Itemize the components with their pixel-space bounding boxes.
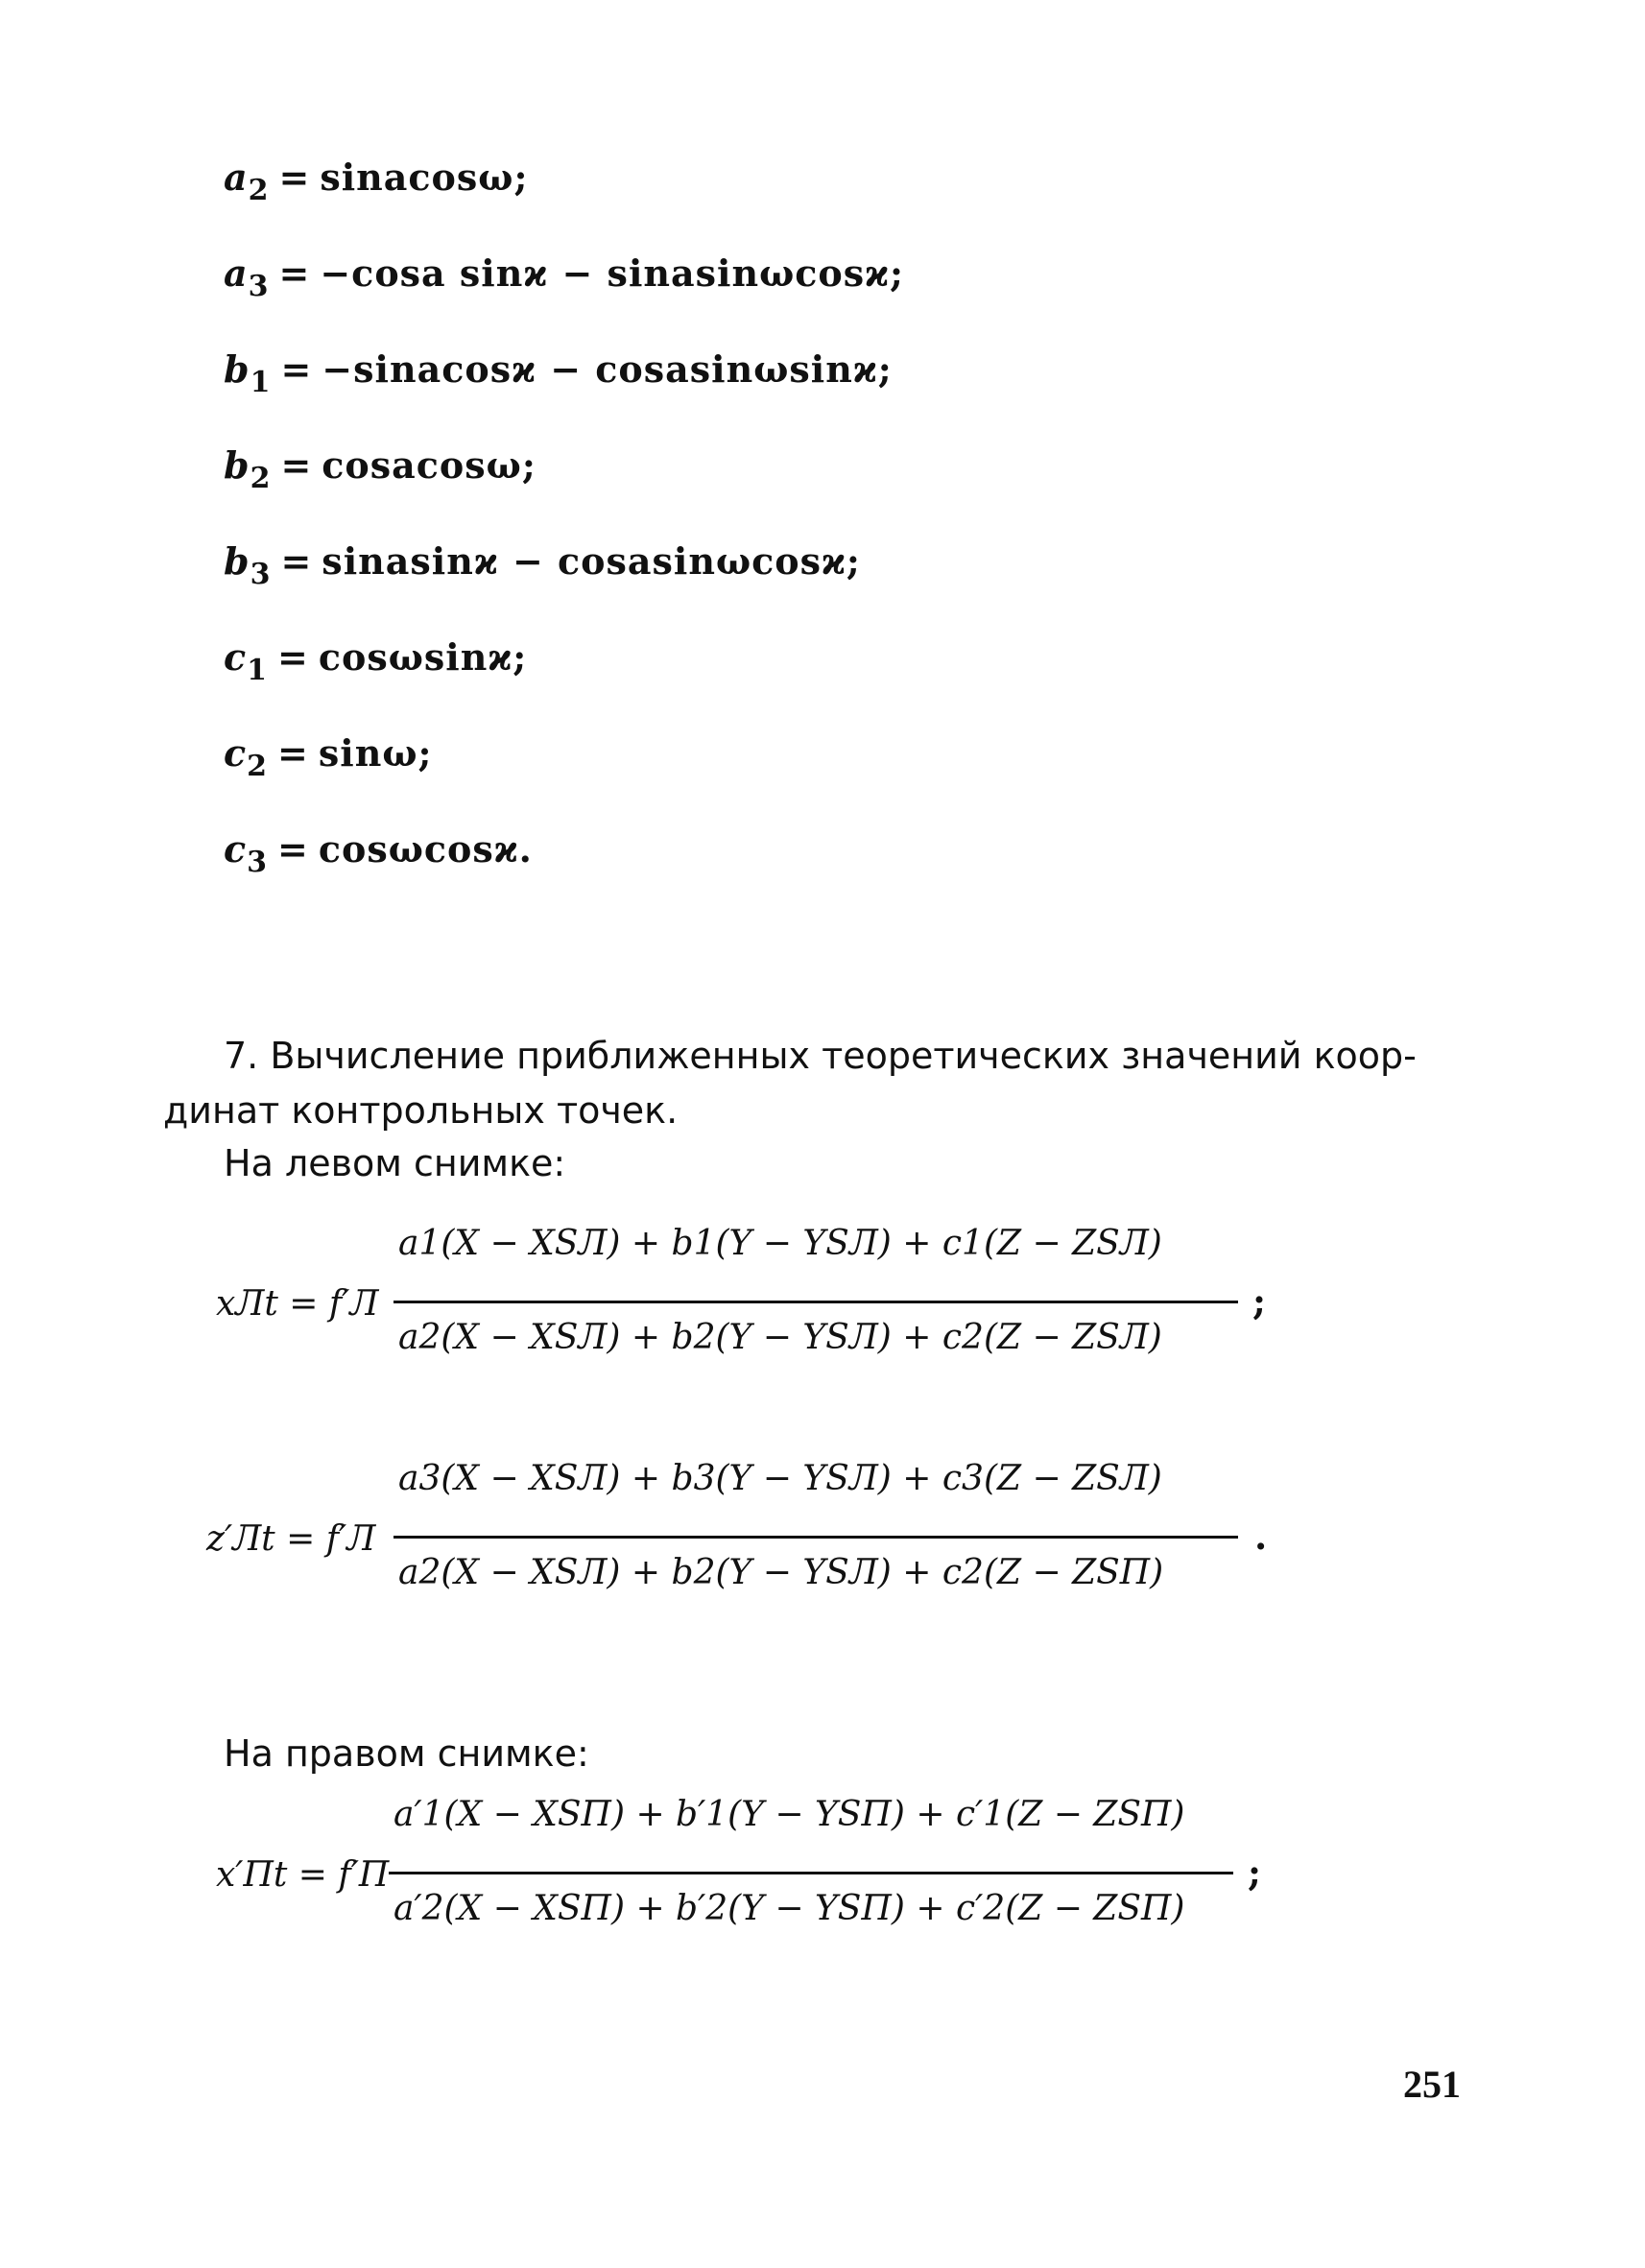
section-heading-line1: 7. Вычисление приближенных теоретических значений коор-: [224, 1035, 1417, 1077]
equation-b1: $b_1$ = −sinacosϰ − cosasinωsinϰ;: [224, 347, 893, 399]
formula-x-right-punct: ;: [1248, 1850, 1262, 1894]
formula-x-left: [216, 1214, 1291, 1406]
equation-c1: $c_1 = \cos\omega\sin ϰ$;: [224, 635, 528, 687]
formula-x-left-denominator: a2(X − XSЛ) + b2(Y − YSЛ) + c2(Z − ZSЛ): [398, 1318, 1162, 1357]
formula-z-left-lhs: z′Лt = f′Л: [206, 1519, 376, 1559]
section-heading-line2: динат контрольных точек.: [163, 1089, 679, 1132]
fraction-bar: [393, 1536, 1238, 1539]
equation-c3: $c_3 = \cos\omega\cos ϰ$.: [224, 827, 533, 879]
formula-x-right-numerator: a′1(X − XSП) + b′1(Y − YSП) + c′1(Z − ZSП): [393, 1795, 1185, 1834]
formula-x-left-lhs: xЛt = f′Л: [216, 1284, 379, 1324]
fraction-bar: [393, 1301, 1238, 1303]
formula-x-right-lhs: x′Пt = f′П: [216, 1855, 390, 1895]
left-image-label: На левом снимке:: [224, 1142, 566, 1184]
equation-a3: $a_3 = -\cos a$ sinϰ − sinasinωcosϰ;: [224, 251, 905, 303]
formula-z-left: [206, 1449, 1291, 1641]
equation-a2: $a_2$ = sinacosω;: [224, 155, 529, 207]
equation-b3: $b_3$ = sinasinϰ − cosasinωcosϰ;: [224, 539, 861, 591]
formula-z-left-punct: .: [1254, 1515, 1268, 1558]
formula-x-left-numerator: a1(X − XSЛ) + b1(Y − YSЛ) + c1(Z − ZSЛ): [398, 1224, 1162, 1263]
right-image-label: На правом снимке:: [224, 1732, 589, 1775]
formula-x-right: [216, 1785, 1291, 1977]
formula-x-right-denominator: a′2(X − XSП) + b′2(Y − YSП) + c′2(Z − ZSП): [393, 1889, 1185, 1928]
formula-z-left-numerator: a3(X − XSЛ) + b3(Y − YSЛ) + c3(Z − ZSЛ): [398, 1459, 1162, 1498]
page-number: 251: [1403, 2063, 1461, 2106]
fraction-bar: [389, 1872, 1233, 1874]
equation-c2: $c_2 = \sin\omega$;: [224, 731, 433, 783]
formula-z-left-denominator: a2(X − XSЛ) + b2(Y − YSЛ) + c2(Z − ZSП): [398, 1553, 1164, 1592]
formula-x-left-punct: ;: [1252, 1279, 1267, 1323]
equation-b2: $b_2$ = cosacosω;: [224, 443, 536, 495]
